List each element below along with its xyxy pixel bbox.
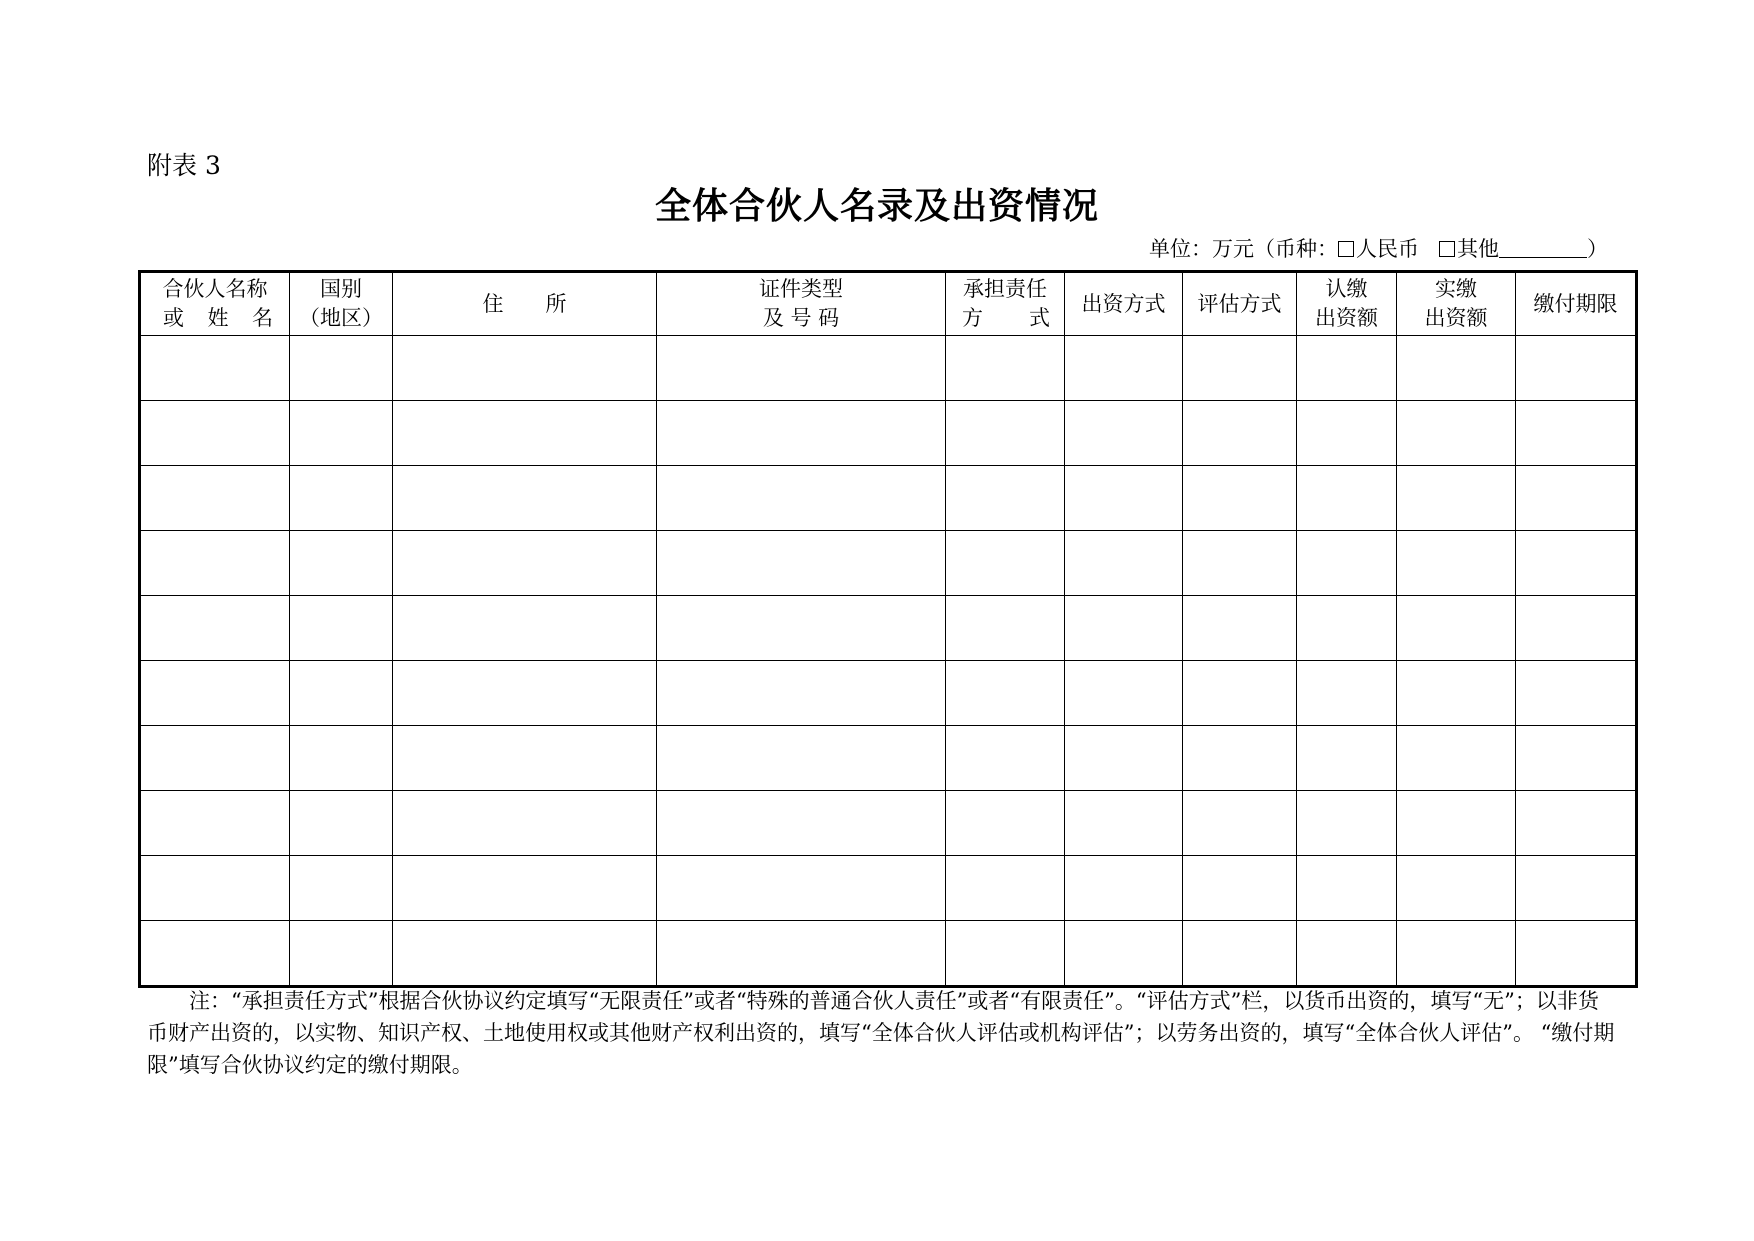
table-cell[interactable] bbox=[393, 596, 657, 661]
table-cell[interactable] bbox=[290, 336, 393, 401]
header-payment-deadline: 缴付期限 bbox=[1516, 272, 1637, 336]
table-cell[interactable] bbox=[1516, 661, 1637, 726]
table-cell[interactable] bbox=[393, 401, 657, 466]
table-cell[interactable] bbox=[946, 531, 1065, 596]
table-cell[interactable] bbox=[657, 856, 946, 921]
table-cell[interactable] bbox=[657, 726, 946, 791]
table-cell[interactable] bbox=[657, 661, 946, 726]
table-cell[interactable] bbox=[1397, 726, 1516, 791]
header-partner-name: 合伙人名称 或 姓 名 bbox=[140, 272, 290, 336]
table-cell[interactable] bbox=[1183, 791, 1297, 856]
checkbox-other[interactable] bbox=[1439, 241, 1455, 257]
table-cell[interactable] bbox=[657, 596, 946, 661]
table-cell[interactable] bbox=[1183, 856, 1297, 921]
unit-line bbox=[1149, 233, 1608, 263]
table-cell[interactable] bbox=[1397, 791, 1516, 856]
table-row bbox=[140, 466, 1637, 531]
table-cell[interactable] bbox=[1065, 596, 1183, 661]
table-cell[interactable] bbox=[140, 726, 290, 791]
table-cell[interactable] bbox=[1297, 791, 1397, 856]
header-row bbox=[140, 272, 1637, 336]
table-body bbox=[140, 336, 1637, 987]
table-cell[interactable] bbox=[1397, 661, 1516, 726]
table-cell[interactable] bbox=[1065, 791, 1183, 856]
table-cell[interactable] bbox=[1297, 531, 1397, 596]
table-cell[interactable] bbox=[290, 661, 393, 726]
header-paid-amount: 实缴 出资额 bbox=[1397, 272, 1516, 336]
table-cell[interactable] bbox=[946, 466, 1065, 531]
table-cell[interactable] bbox=[1065, 661, 1183, 726]
table-cell[interactable] bbox=[1183, 661, 1297, 726]
table-cell[interactable] bbox=[657, 466, 946, 531]
table-row bbox=[140, 401, 1637, 466]
table-cell[interactable] bbox=[1516, 856, 1637, 921]
table-cell[interactable] bbox=[290, 856, 393, 921]
table-cell[interactable] bbox=[1397, 596, 1516, 661]
header-id-type-number: 证件类型 及 号 码 bbox=[657, 272, 946, 336]
table-cell[interactable] bbox=[1065, 531, 1183, 596]
table-cell[interactable] bbox=[1065, 336, 1183, 401]
table-cell[interactable] bbox=[140, 596, 290, 661]
table-cell[interactable] bbox=[140, 661, 290, 726]
table-cell[interactable] bbox=[1183, 466, 1297, 531]
table-cell[interactable] bbox=[946, 336, 1065, 401]
table-cell[interactable] bbox=[290, 466, 393, 531]
table-cell[interactable] bbox=[946, 401, 1065, 466]
table-cell[interactable] bbox=[946, 856, 1065, 921]
table-cell[interactable] bbox=[290, 921, 393, 987]
header-contribution-method: 出资方式 bbox=[1065, 272, 1183, 336]
header-assessment-method: 评估方式 bbox=[1183, 272, 1297, 336]
table-cell[interactable] bbox=[1397, 921, 1516, 987]
table-row bbox=[140, 856, 1637, 921]
table-cell[interactable] bbox=[290, 531, 393, 596]
checkbox-rmb[interactable] bbox=[1338, 241, 1354, 257]
table-cell[interactable] bbox=[140, 921, 290, 987]
table-cell[interactable] bbox=[290, 791, 393, 856]
table-row bbox=[140, 596, 1637, 661]
footnote: 注：“承担责任方式”根据合伙协议约定填写“无限责任”或者“特殊的普通合伙人责任”或者“有限责任”。“评估方式”栏，以货币出资的，填写“无”；以非货币财产出资的，以实物、知识产权、土地使用权或其他财产权利出资的，填写“全体合伙人评估或机构评估”；以劳务出资的，填写“全体合伙人评估”。 “缴付期限”填写合伙协议约定的缴付期限。 bbox=[147, 989, 1615, 1077]
table-row bbox=[140, 336, 1637, 401]
table-cell[interactable] bbox=[393, 791, 657, 856]
table-cell[interactable] bbox=[946, 596, 1065, 661]
table-cell[interactable] bbox=[1516, 726, 1637, 791]
table-cell[interactable] bbox=[1397, 466, 1516, 531]
table-cell[interactable] bbox=[1397, 856, 1516, 921]
table-cell[interactable] bbox=[140, 791, 290, 856]
table-cell[interactable] bbox=[393, 336, 657, 401]
table-cell[interactable] bbox=[1516, 921, 1637, 987]
appendix-label: 附表 3 bbox=[147, 151, 221, 180]
option-other-label: 其他 bbox=[1457, 237, 1499, 261]
table-cell[interactable] bbox=[393, 466, 657, 531]
table-cell[interactable] bbox=[1183, 531, 1297, 596]
table-cell[interactable] bbox=[946, 661, 1065, 726]
table-cell[interactable] bbox=[946, 791, 1065, 856]
unit-suffix: ） bbox=[1587, 237, 1608, 261]
table-cell[interactable] bbox=[1183, 921, 1297, 987]
header-residence: 住 所 bbox=[393, 272, 657, 336]
table-cell[interactable] bbox=[1183, 401, 1297, 466]
table-cell[interactable] bbox=[1065, 466, 1183, 531]
table-cell[interactable] bbox=[393, 531, 657, 596]
table-row bbox=[140, 921, 1637, 987]
table-cell[interactable] bbox=[1183, 596, 1297, 661]
table-cell[interactable] bbox=[1297, 596, 1397, 661]
table-cell[interactable] bbox=[657, 336, 946, 401]
table-cell[interactable] bbox=[1297, 661, 1397, 726]
table-cell[interactable] bbox=[1297, 336, 1397, 401]
unit-prefix: 单位：万元（币种： bbox=[1148, 237, 1338, 261]
table-cell[interactable] bbox=[140, 531, 290, 596]
table-cell[interactable] bbox=[1297, 466, 1397, 531]
table-cell[interactable] bbox=[1397, 401, 1516, 466]
table-cell[interactable] bbox=[1183, 336, 1297, 401]
table-cell[interactable] bbox=[1397, 531, 1516, 596]
table-cell[interactable] bbox=[1297, 921, 1397, 987]
table-cell[interactable] bbox=[1065, 726, 1183, 791]
table-cell[interactable] bbox=[657, 531, 946, 596]
table-cell[interactable] bbox=[290, 726, 393, 791]
other-currency-blank[interactable] bbox=[1499, 239, 1587, 258]
table-cell[interactable] bbox=[393, 726, 657, 791]
table-row bbox=[140, 791, 1637, 856]
table-cell[interactable] bbox=[1397, 336, 1516, 401]
table-cell[interactable] bbox=[1065, 921, 1183, 987]
table-cell[interactable] bbox=[657, 791, 946, 856]
table-cell[interactable] bbox=[140, 401, 290, 466]
table-cell[interactable] bbox=[290, 596, 393, 661]
table-cell[interactable] bbox=[657, 921, 946, 987]
table-cell[interactable] bbox=[140, 856, 290, 921]
table-cell[interactable] bbox=[1297, 726, 1397, 791]
table-row bbox=[140, 726, 1637, 791]
table-cell[interactable] bbox=[1516, 336, 1637, 401]
table-cell[interactable] bbox=[393, 921, 657, 987]
table-cell[interactable] bbox=[290, 401, 393, 466]
table-cell[interactable] bbox=[1516, 791, 1637, 856]
table-cell[interactable] bbox=[1065, 401, 1183, 466]
table-cell[interactable] bbox=[946, 921, 1065, 987]
table-cell[interactable] bbox=[140, 466, 290, 531]
partner-table bbox=[138, 270, 1638, 988]
option-rmb-label: 人民币 bbox=[1355, 237, 1419, 261]
table-cell[interactable] bbox=[1516, 401, 1637, 466]
table-cell[interactable] bbox=[140, 336, 290, 401]
table-cell[interactable] bbox=[1183, 726, 1297, 791]
table-row bbox=[140, 531, 1637, 596]
table-cell[interactable] bbox=[1297, 856, 1397, 921]
header-liability-method: 承担责任 方 式 bbox=[946, 272, 1065, 336]
page-title: 全体合伙人名录及出资情况 bbox=[654, 185, 1099, 227]
table-cell[interactable] bbox=[657, 401, 946, 466]
header-subscribed-amount: 认缴 出资额 bbox=[1297, 272, 1397, 336]
table-cell[interactable] bbox=[1516, 596, 1637, 661]
table-cell[interactable] bbox=[393, 856, 657, 921]
table-cell[interactable] bbox=[946, 726, 1065, 791]
table-cell[interactable] bbox=[1065, 856, 1183, 921]
table-cell[interactable] bbox=[1297, 401, 1397, 466]
table-row bbox=[140, 661, 1637, 726]
header-country: 国别 （地区） bbox=[290, 272, 393, 336]
table-cell[interactable] bbox=[393, 661, 657, 726]
table-cell[interactable] bbox=[1516, 466, 1637, 531]
table-cell[interactable] bbox=[1516, 531, 1637, 596]
